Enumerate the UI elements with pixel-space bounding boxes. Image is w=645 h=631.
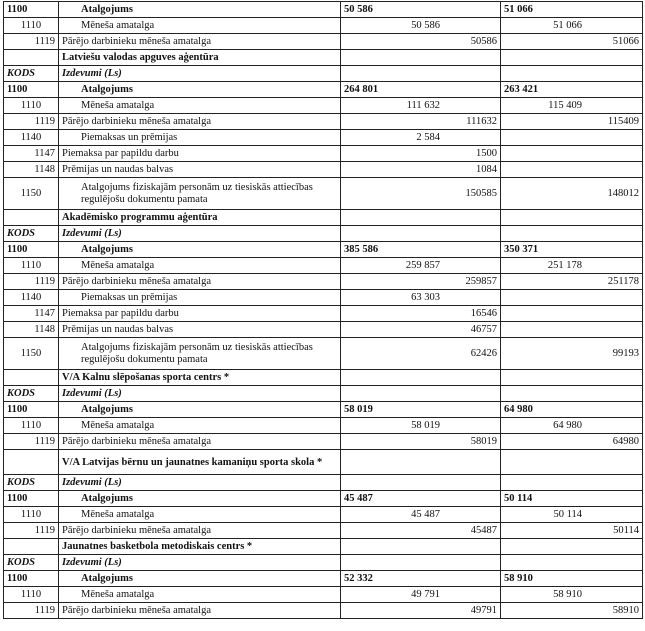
row-value-cell xyxy=(341,370,501,386)
row-label: Piemaksa par papildu darbu xyxy=(59,146,341,162)
table-row xyxy=(4,507,643,523)
row-value-year2: 64 980 xyxy=(501,402,643,418)
row-value-cell xyxy=(501,450,643,475)
section-title-row xyxy=(4,210,643,226)
row-value-cell xyxy=(501,475,643,491)
column-header-code: KODS xyxy=(4,226,59,242)
table-row-total xyxy=(4,2,643,18)
row-value-year1: 16546 xyxy=(341,306,501,322)
row-value-cell xyxy=(501,370,643,386)
row-value-year1: 58019 xyxy=(341,434,501,450)
row-code: 1100 xyxy=(4,242,59,258)
row-code: 1150 xyxy=(4,178,59,210)
row-value-year1: 259 857 xyxy=(341,258,501,274)
row-label: Prēmijas un naudas balvas xyxy=(59,162,341,178)
row-value-cell xyxy=(501,66,643,82)
row-value-year2: 58910 xyxy=(501,603,643,619)
row-value-year2: 50 114 xyxy=(501,491,643,507)
table-row xyxy=(4,114,643,130)
row-code: 1100 xyxy=(4,402,59,418)
row-value-year2: 350 371 xyxy=(501,242,643,258)
column-header-code: KODS xyxy=(4,475,59,491)
row-label: Pārējo darbinieku mēneša amatalga xyxy=(59,34,341,50)
section-title: V/A Latvijas bērnu un jaunatnes kamaniņu sporta skola * xyxy=(59,450,341,475)
row-label: Piemaksas un prēmijas xyxy=(59,130,341,146)
row-label: Atalgojums xyxy=(59,242,341,258)
row-label: Atalgojums xyxy=(59,82,341,98)
row-value-cell xyxy=(501,50,643,66)
row-value-year1: 49 791 xyxy=(341,587,501,603)
row-value-year1: 58 019 xyxy=(341,418,501,434)
row-value-year1: 50 586 xyxy=(341,18,501,34)
section-title-row xyxy=(4,450,643,475)
row-code: 1119 xyxy=(4,603,59,619)
column-header-code: KODS xyxy=(4,386,59,402)
column-header-row xyxy=(4,226,643,242)
column-header-row xyxy=(4,555,643,571)
row-code: 1147 xyxy=(4,146,59,162)
row-value-year1: 2 584 xyxy=(341,130,501,146)
column-header-label: Izdevumi (Ls) xyxy=(59,66,341,82)
row-label: Atalgojums xyxy=(59,2,341,18)
row-value-year1: 1500 xyxy=(341,146,501,162)
row-value-cell xyxy=(341,226,501,242)
row-value-year2: 64 980 xyxy=(501,418,643,434)
table-row xyxy=(4,418,643,434)
row-value-cell xyxy=(341,555,501,571)
row-value-year2 xyxy=(501,162,643,178)
row-label: Pārējo darbinieku mēneša amatalga xyxy=(59,603,341,619)
row-value-year1: 63 303 xyxy=(341,290,501,306)
table-row-total xyxy=(4,571,643,587)
row-label: Atalgojums fiziskajām personām uz tiesiskās attiecības regulējošu dokumentu pamata xyxy=(59,338,341,370)
column-header-row xyxy=(4,475,643,491)
row-code: 1110 xyxy=(4,18,59,34)
row-value-year1: 62426 xyxy=(341,338,501,370)
row-value-year1: 111 632 xyxy=(341,98,501,114)
row-code: 1100 xyxy=(4,82,59,98)
section-title: V/A Kalnu slēpošanas sporta centrs * xyxy=(59,370,341,386)
row-value-cell xyxy=(341,210,501,226)
row-code: 1119 xyxy=(4,34,59,50)
row-value-year1: 58 019 xyxy=(341,402,501,418)
row-value-cell xyxy=(341,66,501,82)
row-value-year1: 52 332 xyxy=(341,571,501,587)
row-value-year1: 50586 xyxy=(341,34,501,50)
row-value-cell xyxy=(341,450,501,475)
row-label: Atalgojums xyxy=(59,402,341,418)
row-label: Piemaksas un prēmijas xyxy=(59,290,341,306)
row-value-year2: 115 409 xyxy=(501,98,643,114)
row-value-cell xyxy=(501,210,643,226)
row-value-year1: 46757 xyxy=(341,322,501,338)
row-value-year2: 148012 xyxy=(501,178,643,210)
table-row xyxy=(4,603,643,619)
row-value-year2: 115409 xyxy=(501,114,643,130)
table-row-total xyxy=(4,491,643,507)
row-value-year2: 51 066 xyxy=(501,18,643,34)
row-label: Pārējo darbinieku mēneša amatalga xyxy=(59,523,341,539)
row-code: 1110 xyxy=(4,258,59,274)
row-value-year2: 263 421 xyxy=(501,82,643,98)
table-row xyxy=(4,162,643,178)
row-code: 1100 xyxy=(4,571,59,587)
row-value-cell xyxy=(501,555,643,571)
column-header-row xyxy=(4,66,643,82)
row-code: 1148 xyxy=(4,322,59,338)
column-header-row xyxy=(4,386,643,402)
table-row xyxy=(4,18,643,34)
section-title-row xyxy=(4,50,643,66)
row-value-year1: 50 586 xyxy=(341,2,501,18)
row-value-year1: 264 801 xyxy=(341,82,501,98)
row-value-year1: 1084 xyxy=(341,162,501,178)
row-label: Atalgojums xyxy=(59,571,341,587)
row-code: 1148 xyxy=(4,162,59,178)
table-row-total xyxy=(4,82,643,98)
row-code-cell xyxy=(4,210,59,226)
expenditure-table xyxy=(3,1,643,619)
row-value-year2: 251178 xyxy=(501,274,643,290)
row-label: Pārējo darbinieku mēneša amatalga xyxy=(59,274,341,290)
table-row xyxy=(4,98,643,114)
row-code: 1119 xyxy=(4,114,59,130)
row-label: Pārējo darbinieku mēneša amatalga xyxy=(59,114,341,130)
row-value-year1: 385 586 xyxy=(341,242,501,258)
row-code: 1140 xyxy=(4,130,59,146)
table-row xyxy=(4,322,643,338)
row-value-year2: 50 114 xyxy=(501,507,643,523)
column-header-label: Izdevumi (Ls) xyxy=(59,555,341,571)
row-value-year2: 251 178 xyxy=(501,258,643,274)
row-value-cell xyxy=(501,386,643,402)
row-label: Pārējo darbinieku mēneša amatalga xyxy=(59,434,341,450)
expenditure-table-body xyxy=(4,2,643,619)
table-row xyxy=(4,258,643,274)
table-row xyxy=(4,587,643,603)
column-header-label: Izdevumi (Ls) xyxy=(59,475,341,491)
table-row-total xyxy=(4,242,643,258)
section-title: Latviešu valodas apguves aģentūra xyxy=(59,50,341,66)
row-label: Prēmijas un naudas balvas xyxy=(59,322,341,338)
row-value-year2: 51066 xyxy=(501,34,643,50)
row-code: 1140 xyxy=(4,290,59,306)
row-code-cell xyxy=(4,370,59,386)
row-value-cell xyxy=(341,386,501,402)
row-label: Atalgojums xyxy=(59,491,341,507)
table-row xyxy=(4,274,643,290)
row-value-year2 xyxy=(501,146,643,162)
row-value-year1: 111632 xyxy=(341,114,501,130)
column-header-label: Izdevumi (Ls) xyxy=(59,386,341,402)
row-label: Piemaksa par papildu darbu xyxy=(59,306,341,322)
row-value-year2 xyxy=(501,290,643,306)
row-code: 1110 xyxy=(4,507,59,523)
row-label: Mēneša amatalga xyxy=(59,507,341,523)
row-value-year2: 58 910 xyxy=(501,571,643,587)
row-value-cell xyxy=(341,539,501,555)
row-code: 1119 xyxy=(4,523,59,539)
row-value-year2: 64980 xyxy=(501,434,643,450)
row-value-year1: 259857 xyxy=(341,274,501,290)
table-row xyxy=(4,306,643,322)
row-label: Mēneša amatalga xyxy=(59,98,341,114)
row-code: 1110 xyxy=(4,587,59,603)
row-value-year2: 99193 xyxy=(501,338,643,370)
row-value-cell xyxy=(501,539,643,555)
section-title: Jaunatnes basketbola metodiskais centrs * xyxy=(59,539,341,555)
row-code-cell xyxy=(4,450,59,475)
section-title: Akadēmisko programmu aģentūra xyxy=(59,210,341,226)
table-row xyxy=(4,338,643,370)
row-code: 1119 xyxy=(4,434,59,450)
row-code: 1150 xyxy=(4,338,59,370)
row-value-year2: 58 910 xyxy=(501,587,643,603)
row-value-year2 xyxy=(501,322,643,338)
row-code: 1110 xyxy=(4,98,59,114)
table-row xyxy=(4,434,643,450)
table-row xyxy=(4,178,643,210)
row-code: 1100 xyxy=(4,491,59,507)
section-title-row xyxy=(4,539,643,555)
row-label: Mēneša amatalga xyxy=(59,587,341,603)
row-label: Mēneša amatalga xyxy=(59,18,341,34)
row-label: Mēneša amatalga xyxy=(59,258,341,274)
row-value-year1: 45487 xyxy=(341,523,501,539)
row-value-year1: 49791 xyxy=(341,603,501,619)
column-header-label: Izdevumi (Ls) xyxy=(59,226,341,242)
row-value-year2: 50114 xyxy=(501,523,643,539)
table-row xyxy=(4,130,643,146)
row-value-year2 xyxy=(501,306,643,322)
row-value-year2: 51 066 xyxy=(501,2,643,18)
table-row xyxy=(4,34,643,50)
row-code-cell xyxy=(4,539,59,555)
row-value-cell xyxy=(341,50,501,66)
row-label: Mēneša amatalga xyxy=(59,418,341,434)
row-value-year1: 45 487 xyxy=(341,507,501,523)
row-code: 1110 xyxy=(4,418,59,434)
table-row xyxy=(4,290,643,306)
row-value-cell xyxy=(501,226,643,242)
row-value-year2 xyxy=(501,130,643,146)
row-code: 1100 xyxy=(4,2,59,18)
table-row xyxy=(4,523,643,539)
row-label: Atalgojums fiziskajām personām uz tiesiskās attiecības regulējošu dokumentu pamata xyxy=(59,178,341,210)
row-value-year1: 150585 xyxy=(341,178,501,210)
table-row-total xyxy=(4,402,643,418)
row-value-cell xyxy=(341,475,501,491)
table-row xyxy=(4,146,643,162)
row-code: 1119 xyxy=(4,274,59,290)
row-code-cell xyxy=(4,50,59,66)
row-code: 1147 xyxy=(4,306,59,322)
section-title-row xyxy=(4,370,643,386)
column-header-code: KODS xyxy=(4,555,59,571)
column-header-code: KODS xyxy=(4,66,59,82)
row-value-year1: 45 487 xyxy=(341,491,501,507)
